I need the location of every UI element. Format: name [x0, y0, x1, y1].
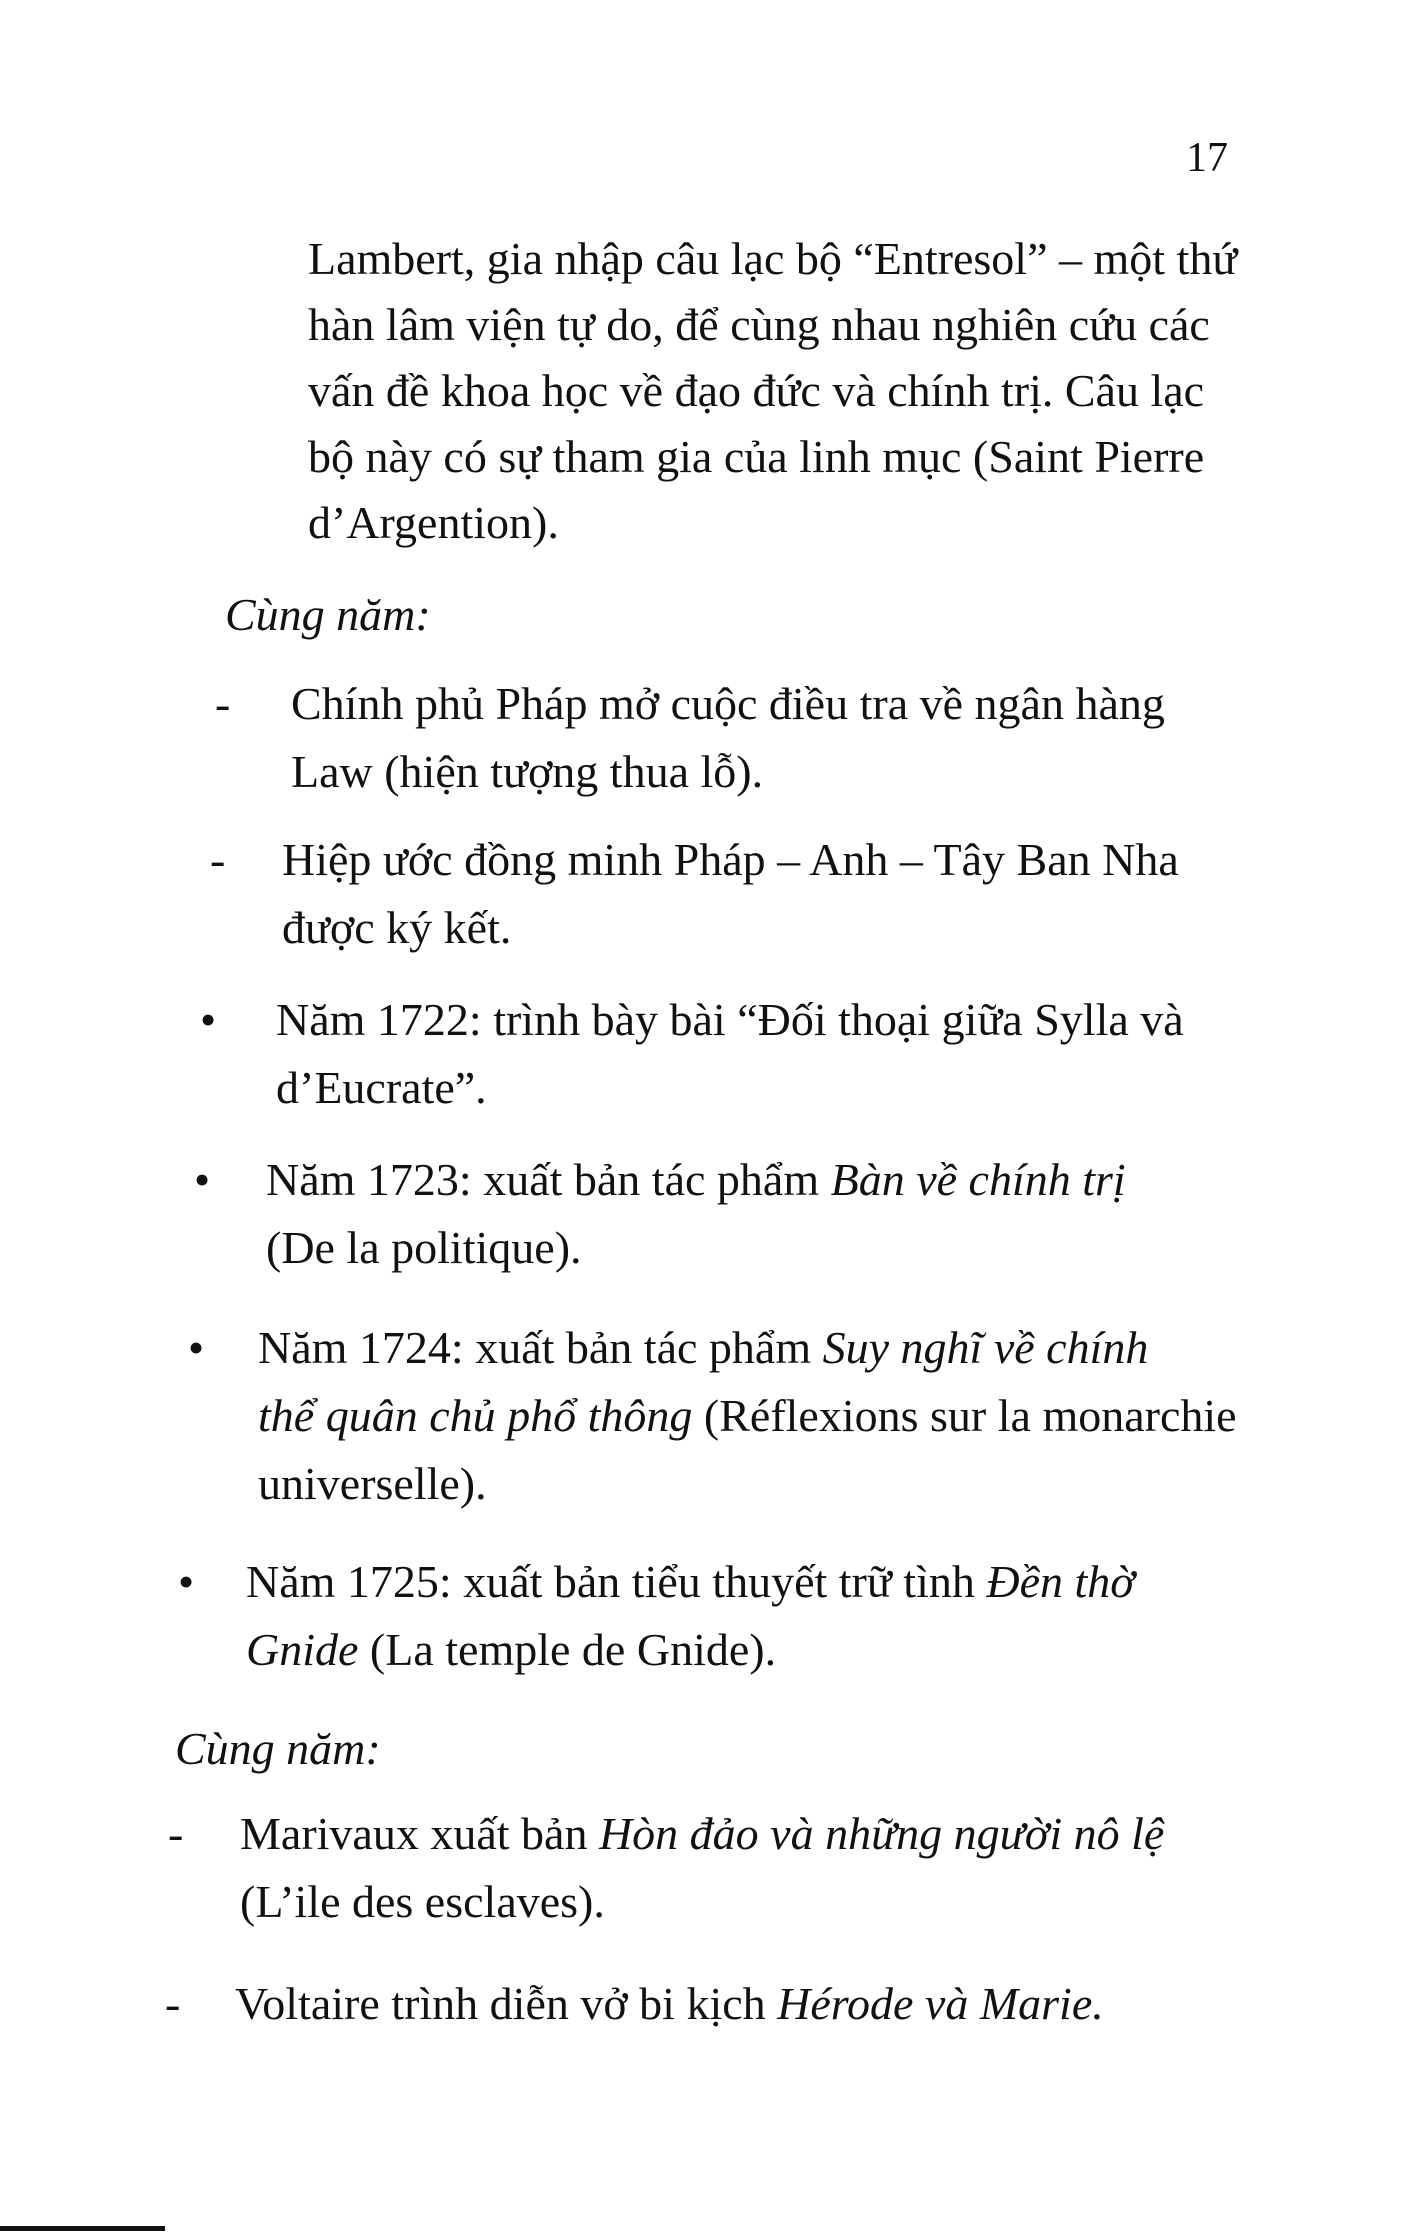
- event-text: [246, 1616, 1278, 1684]
- dash-marker: -: [210, 834, 226, 885]
- work-title: Bàn về chính trị: [830, 1154, 1126, 1205]
- scan-edge-mark: [0, 2226, 165, 2231]
- event-item: [188, 1314, 1278, 1518]
- intro-line: Lambert, gia nhập câu lạc bộ “Entresol” – một thứ: [308, 233, 1238, 284]
- event-item: [200, 986, 1280, 1122]
- item-text: được ký kết.: [282, 902, 512, 953]
- item-text-plain: Voltaire trình diễn vở bi kịch: [235, 1978, 778, 2029]
- event-item: [194, 1146, 1274, 1282]
- bullet-marker: •: [194, 1154, 211, 1205]
- item-text: (L’ile des esclaves).: [240, 1876, 605, 1927]
- list-item: [165, 1970, 1275, 2038]
- work-title: Gnide: [246, 1624, 359, 1675]
- dash-marker: -: [215, 678, 231, 729]
- work-title: Hérode và Marie.: [777, 1978, 1104, 2029]
- list-item: [210, 826, 1270, 962]
- section-label: Cùng năm:: [175, 1723, 381, 1774]
- dash-marker: -: [168, 1808, 184, 1859]
- event-text: d’Eucrate”.: [276, 1062, 487, 1113]
- item-text: Hiệp ước đồng minh Pháp – Anh – Tây Ban Nha: [282, 834, 1179, 885]
- event-text: (De la politique).: [266, 1222, 582, 1273]
- event-text-plain: Năm 1723: xuất bản tác phẩm: [266, 1154, 831, 1205]
- intro-line: vấn đề khoa học về đạo đức và chính trị. Câu lạc: [308, 365, 1205, 416]
- list-item: [168, 1800, 1278, 1936]
- item-text: Chính phủ Pháp mở cuộc điều tra về ngân hàng: [291, 678, 1165, 729]
- event-text-plain: (La temple de Gnide).: [358, 1624, 777, 1675]
- bullet-marker: •: [200, 994, 217, 1045]
- event-text: [258, 1382, 1278, 1450]
- work-title: Suy nghĩ về chính: [822, 1322, 1149, 1373]
- bullet-marker: •: [188, 1322, 205, 1373]
- intro-line: hàn lâm viện tự do, để cùng nhau nghiên cứu các: [308, 299, 1210, 350]
- intro-paragraph: [308, 226, 1258, 556]
- event-text-plain: Năm 1725: xuất bản tiểu thuyết trữ tình: [246, 1556, 987, 1607]
- work-title: Hòn đảo và những người nô lệ: [598, 1808, 1165, 1859]
- page-number: 17: [1186, 135, 1228, 181]
- event-text: Năm 1722: trình bày bài “Đối thoại giữa Sylla và: [276, 994, 1184, 1045]
- work-title: Đền thờ: [986, 1556, 1135, 1607]
- event-text: [246, 1548, 1278, 1616]
- event-text: [258, 1314, 1278, 1382]
- event-text-plain: Năm 1724: xuất bản tác phẩm: [258, 1322, 823, 1373]
- section-label: Cùng năm:: [225, 589, 431, 640]
- intro-line: d’Argention).: [308, 497, 559, 548]
- item-text: [240, 1800, 1278, 1868]
- bullet-marker: •: [178, 1556, 195, 1607]
- event-text-plain: (Réflexions sur la monarchie: [692, 1390, 1237, 1441]
- item-text: Law (hiện tượng thua lỗ).: [291, 746, 764, 797]
- item-text-plain: Marivaux xuất bản: [240, 1808, 599, 1859]
- event-text: universelle).: [258, 1458, 487, 1509]
- intro-line: bộ này có sự tham gia của linh mục (Saint Pierre: [308, 431, 1205, 482]
- list-item: [215, 670, 1275, 806]
- dash-marker: -: [165, 1978, 181, 2029]
- work-title: thể quân chủ phổ thông: [258, 1390, 693, 1441]
- item-text: [235, 1970, 1275, 2038]
- event-text: [266, 1146, 1274, 1214]
- event-item: [178, 1548, 1278, 1684]
